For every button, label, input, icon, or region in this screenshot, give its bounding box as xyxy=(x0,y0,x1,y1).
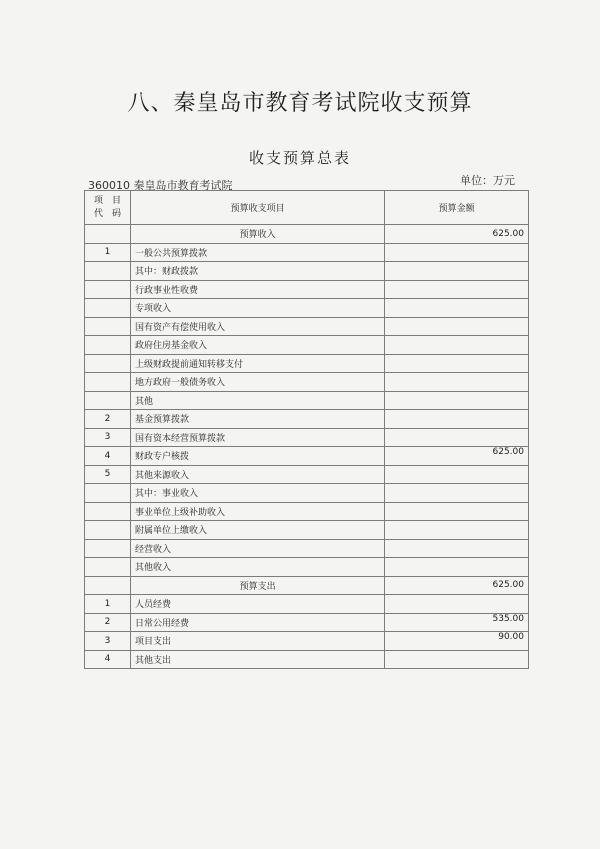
row-amount: 625.00 xyxy=(385,447,529,466)
row-amount xyxy=(385,243,529,262)
row-code: 1 xyxy=(85,243,131,262)
row-code: 2 xyxy=(85,613,131,632)
table-row xyxy=(85,576,529,595)
table-row xyxy=(85,410,529,429)
row-item: 上级财政提前通知转移支付 xyxy=(130,354,384,373)
row-item: 地方政府一般债务收入 xyxy=(130,373,384,392)
row-amount xyxy=(385,539,529,558)
table-row xyxy=(85,373,529,392)
table-row xyxy=(85,299,529,318)
row-amount: 625.00 xyxy=(385,225,529,244)
row-amount xyxy=(385,317,529,336)
table-row xyxy=(85,336,529,355)
row-code: 3 xyxy=(85,632,131,651)
row-item: 其他来源收入 xyxy=(130,465,384,484)
row-code xyxy=(85,576,131,595)
row-item: 基金预算拨款 xyxy=(130,410,384,429)
row-code xyxy=(85,521,131,540)
table-row xyxy=(85,243,529,262)
row-item: 其他收入 xyxy=(130,558,384,577)
table-row xyxy=(85,595,529,614)
table-row xyxy=(85,428,529,447)
row-code xyxy=(85,262,131,281)
row-item: 行政事业性收费 xyxy=(130,280,384,299)
row-code xyxy=(85,558,131,577)
row-item: 其中：财政拨款 xyxy=(130,262,384,281)
row-item: 预算支出 xyxy=(130,576,384,595)
header-item: 预算收支项目 xyxy=(130,191,384,225)
row-amount xyxy=(385,373,529,392)
table-row xyxy=(85,465,529,484)
organization-code-name: 360010 秦皇岛市教育考试院 xyxy=(88,179,233,192)
table-title: 收支预算总表 xyxy=(248,149,351,167)
row-code: 4 xyxy=(85,650,131,669)
row-code: 2 xyxy=(85,410,131,429)
row-item: 财政专户核拨 xyxy=(130,447,384,466)
table-row xyxy=(85,262,529,281)
table-header-row xyxy=(85,191,529,225)
row-item: 政府住房基金收入 xyxy=(130,336,384,355)
table-row xyxy=(85,650,529,669)
row-code xyxy=(85,539,131,558)
table-row xyxy=(85,317,529,336)
row-amount xyxy=(385,502,529,521)
row-item: 预算收入 xyxy=(130,225,384,244)
row-amount xyxy=(385,595,529,614)
table-row xyxy=(85,558,529,577)
row-amount xyxy=(385,336,529,355)
row-amount xyxy=(385,299,529,318)
header-code-line2: 代 码 xyxy=(93,208,121,219)
row-amount: 625.00 xyxy=(385,576,529,595)
row-code: 4 xyxy=(85,447,131,466)
row-item: 附属单位上缴收入 xyxy=(130,521,384,540)
row-code xyxy=(85,317,131,336)
header-amount: 预算金额 xyxy=(385,191,529,225)
table-row xyxy=(85,632,529,651)
row-item: 专项收入 xyxy=(130,299,384,318)
row-item: 其他支出 xyxy=(130,650,384,669)
row-amount xyxy=(385,410,529,429)
row-item: 项目支出 xyxy=(130,632,384,651)
row-item: 经营收入 xyxy=(130,539,384,558)
row-item: 一般公共预算拨款 xyxy=(130,243,384,262)
row-item: 事业单位上级补助收入 xyxy=(130,502,384,521)
table-row xyxy=(85,539,529,558)
page-title: 八、秦皇岛市教育考试院收支预算 xyxy=(127,91,473,116)
row-amount xyxy=(385,428,529,447)
table-row xyxy=(85,354,529,373)
table-row xyxy=(85,521,529,540)
row-code xyxy=(85,391,131,410)
row-code: 1 xyxy=(85,595,131,614)
row-amount xyxy=(385,465,529,484)
table-row xyxy=(85,280,529,299)
row-item: 国有资产有偿使用收入 xyxy=(130,317,384,336)
row-code xyxy=(85,484,131,503)
row-amount xyxy=(385,650,529,669)
table-row xyxy=(85,447,529,466)
row-item: 国有资本经营预算拨款 xyxy=(130,428,384,447)
row-amount xyxy=(385,521,529,540)
row-item: 人员经费 xyxy=(130,595,384,614)
row-code xyxy=(85,502,131,521)
row-amount xyxy=(385,484,529,503)
header-code xyxy=(85,191,131,225)
row-code xyxy=(85,373,131,392)
table-row xyxy=(85,391,529,410)
row-code xyxy=(85,336,131,355)
row-code xyxy=(85,354,131,373)
table-row xyxy=(85,502,529,521)
row-code xyxy=(85,299,131,318)
table-row xyxy=(85,613,529,632)
table-row xyxy=(85,484,529,503)
row-item: 其他 xyxy=(130,391,384,410)
unit-label: 单位：万元 xyxy=(460,174,515,187)
row-amount xyxy=(385,354,529,373)
row-amount xyxy=(385,558,529,577)
row-amount xyxy=(385,391,529,410)
row-code xyxy=(85,225,131,244)
row-code: 3 xyxy=(85,428,131,447)
row-code: 5 xyxy=(85,465,131,484)
budget-summary-table xyxy=(84,190,529,669)
table-row xyxy=(85,225,529,244)
row-amount: 535.00 xyxy=(385,613,529,632)
row-amount: 90.00 xyxy=(385,632,529,651)
header-code-line1: 项 目 xyxy=(93,195,121,206)
row-item: 日常公用经费 xyxy=(130,613,384,632)
row-amount xyxy=(385,262,529,281)
row-amount xyxy=(385,280,529,299)
row-code xyxy=(85,280,131,299)
row-item: 其中：事业收入 xyxy=(130,484,384,503)
